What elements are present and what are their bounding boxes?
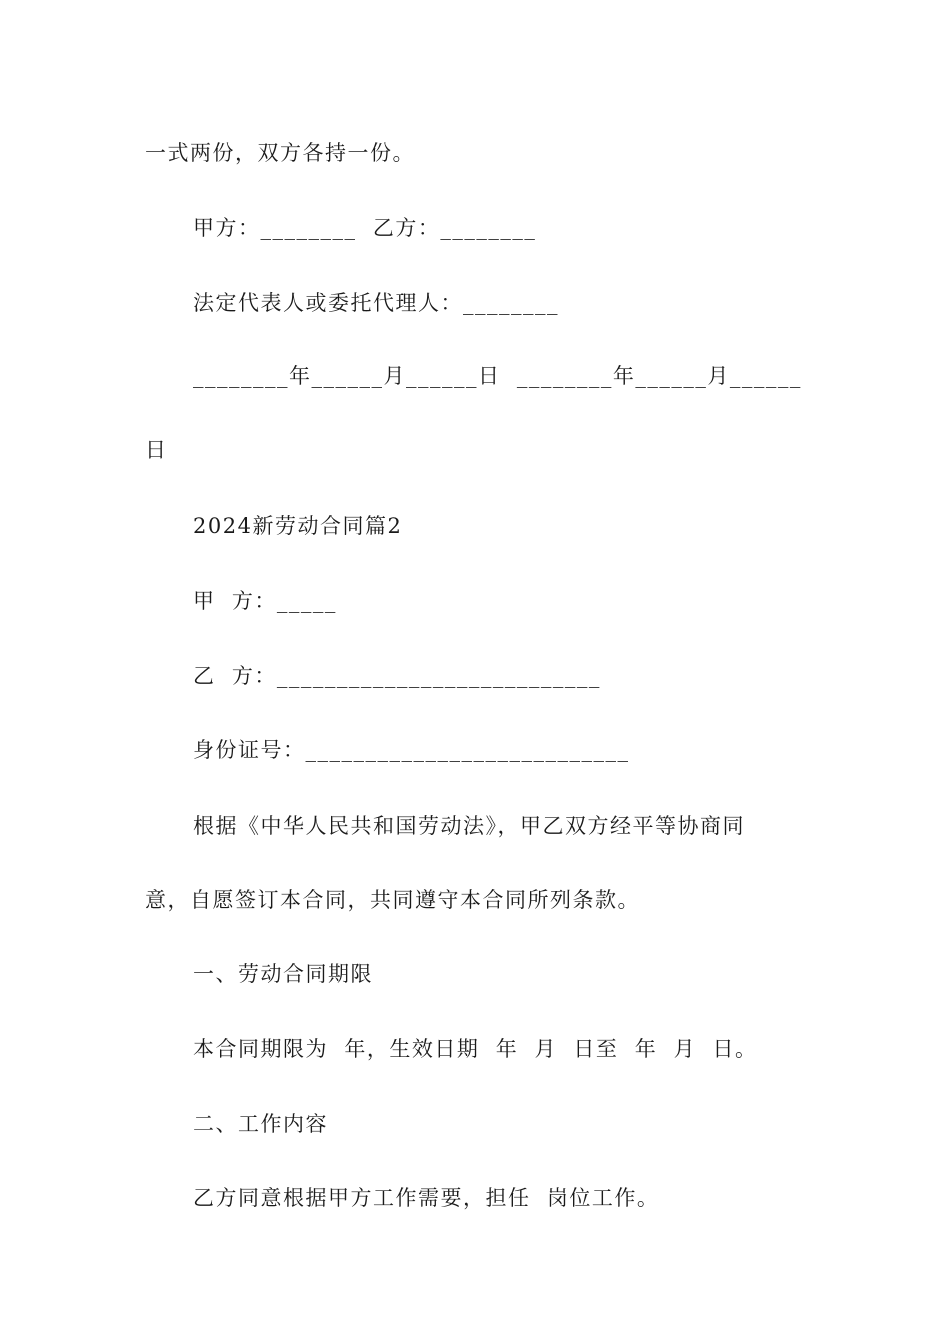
text-line-copies: 一式两份，双方各持一份。 [145, 141, 415, 165]
text-line-party-a: 甲 方：_____ [193, 589, 337, 613]
text-line-contract-term: 本合同期限为 年，生效日期 年 月 日至 年 月 日。 [193, 1037, 758, 1061]
heading-work-content: 二、工作内容 [193, 1112, 328, 1136]
text-line-party-b: 乙 方：___________________________ [193, 664, 601, 688]
text-line-work-content: 乙方同意根据甲方工作需要，担任 岗位工作。 [193, 1186, 660, 1210]
text-line-date-end: 日 [145, 438, 168, 462]
paragraph-preamble-line1: 根据《中华人民共和国劳动法》，甲乙双方经平等协商同 [193, 814, 745, 838]
section-title: 2024新劳动合同篇2 [193, 514, 403, 538]
text-line-representative: 法定代表人或委托代理人：________ [193, 291, 559, 315]
paragraph-preamble-line2: 意，自愿签订本合同，共同遵守本合同所列条款。 [145, 888, 640, 912]
text-line-parties: 甲方：________ 乙方：________ [193, 216, 537, 240]
text-line-dates: ________年______月______日 ________年______月______ [193, 364, 802, 388]
text-line-id-number: 身份证号：___________________________ [193, 738, 630, 762]
heading-contract-term: 一、劳动合同期限 [193, 962, 373, 986]
